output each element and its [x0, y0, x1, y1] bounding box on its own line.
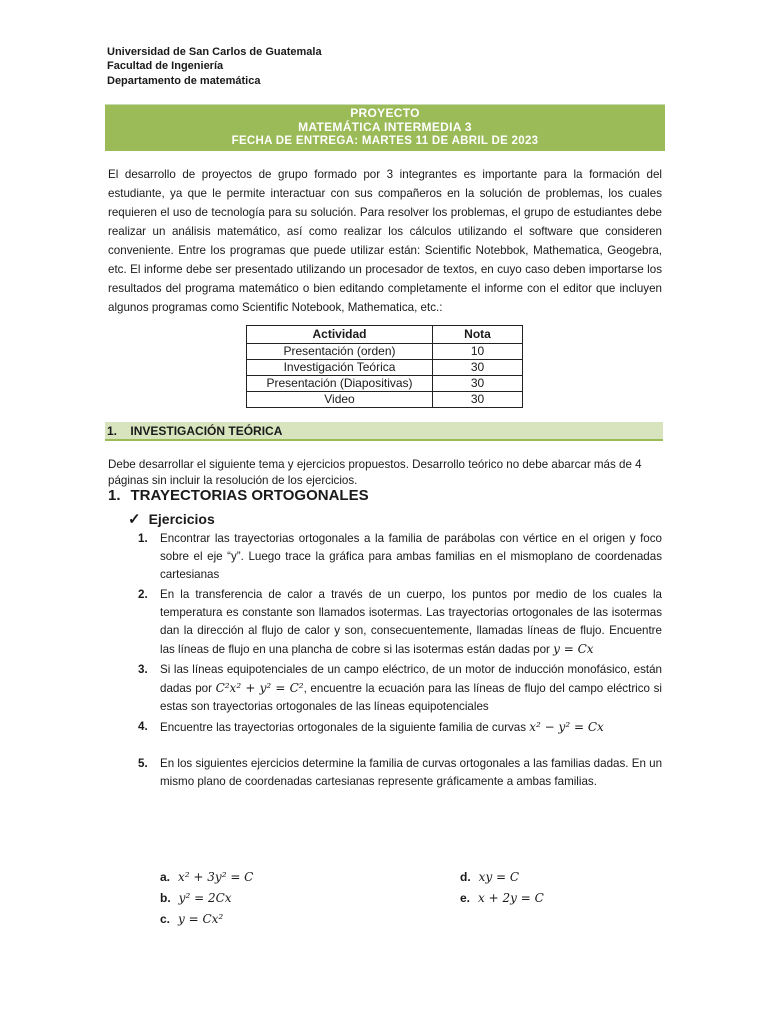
checkmark-icon: ✓: [128, 511, 141, 528]
exercise-text: Encontrar las trayectorias ortogonales a la familia de parábolas con vértice en el origen y foco sobre el eje “y”. Luego trace la gráfica para ambas familias en el mismoplano de coordenadas cartesianas: [160, 532, 662, 581]
exercise-number: 5.: [138, 757, 148, 770]
banner-title: PROYECTO: [350, 106, 420, 120]
list-item: [132, 530, 662, 584]
department-name: Departamento de matemática: [107, 75, 261, 87]
sub-exercise-label: a.: [160, 870, 171, 884]
banner-due-date: FECHA DE ENTREGA: MARTES 11 DE ABRIL DE 2023: [231, 135, 539, 147]
table-cell-activity: Video: [247, 392, 433, 408]
exercise-text: Encuentre las trayectorias ortogonales de la siguiente familia de curvas: [160, 721, 527, 734]
table-cell-grade: 30: [433, 392, 523, 408]
project-banner: [105, 104, 665, 151]
topic-number: 1.: [108, 487, 121, 504]
list-item: [132, 755, 662, 791]
table-cell-activity: Presentación (Diapositivas): [247, 376, 433, 392]
sub-exercise-label: c.: [160, 912, 171, 926]
exercise-text: En la transferencia de calor a través de un cuerpo, los puntos por medio de los cuales la temperatura es constante son llamados isotermas. Las trayectorias ortogonales de las isotermas dan la dirección al flujo de calor y son, consecuentemente, llamadas líneas de flujo. Encuentre las líneas de flujo en una plancha de cobre si las isotermas están dadas por: [160, 588, 662, 656]
table-row: [247, 376, 523, 392]
exercise-text-continued: , encuentre la ecuación para las líneas de flujo del campo eléctrico si estas son trayectorias ortogonales de las líneas equipotenciales: [160, 682, 662, 713]
table-row: [247, 344, 523, 360]
university-name: Universidad de San Carlos de Guatemala: [107, 46, 322, 58]
sub-exercise-b: [160, 889, 232, 907]
section-title: INVESTIGACIÓN TEÓRICA: [130, 424, 283, 438]
exercise-number: 1.: [138, 532, 148, 545]
exercise-number: 2.: [138, 588, 148, 601]
list-item: [132, 661, 662, 716]
sub-exercise-a: [160, 868, 253, 886]
exercise-number: 4.: [138, 720, 148, 733]
topic-heading: [108, 487, 369, 504]
exercise-equation: C²x² + y² = C²: [215, 681, 304, 695]
sub-exercise-equation: x² + 3y² = C: [178, 870, 254, 884]
sub-exercise-equation: y² = 2Cx: [178, 891, 232, 905]
exercises-heading-label: Ejercicios: [148, 511, 215, 527]
list-item: [132, 718, 662, 737]
section-description: Debe desarrollar el siguiente tema y ejercicios propuestos. Desarrollo teórico no debe abarcar más de 4 páginas sin incluir la resolución de los ejercicios.: [108, 458, 642, 487]
exercise-text: Si las líneas equipotenciales de un campo eléctrico, de un motor de inducción monofásico, están dadas por: [160, 663, 662, 695]
sub-exercise-equation: x + 2y = C: [478, 891, 544, 905]
table-cell-activity: Presentación (orden): [247, 344, 433, 360]
table-header-activity: Actividad: [247, 326, 433, 344]
banner-course: MATEMÁTICA INTERMEDIA 3: [298, 120, 472, 134]
table-cell-grade: 30: [433, 360, 523, 376]
table-row: [247, 360, 523, 376]
table-header-grade: Nota: [433, 326, 523, 344]
exercise-list: [132, 530, 662, 791]
exercise-equation: y = Cx: [553, 642, 594, 656]
exercise-text: En los siguientes ejercicios determine la familia de curvas ortogonales a las familias dadas. En un mismo plano de coordenadas cartesianas represente gráficamente a ambas familias.: [160, 757, 663, 788]
faculty-name: Facultad de Ingeniería: [107, 60, 224, 72]
sub-exercise-label: e.: [460, 891, 471, 905]
sub-exercise-label: b.: [160, 891, 171, 905]
table-header-row: [247, 326, 523, 344]
list-item: [132, 586, 662, 659]
table-cell-activity: Investigación Teórica: [247, 360, 433, 376]
topic-title: TRAYECTORIAS ORTOGONALES: [130, 487, 369, 504]
sub-exercise-c: [160, 910, 223, 928]
exercises-heading: [128, 510, 215, 528]
sub-exercise-equation: xy = C: [478, 870, 520, 884]
table-row: [247, 392, 523, 408]
grading-table: [246, 325, 523, 408]
sub-exercise-d: [460, 868, 519, 886]
intro-paragraph: El desarrollo de proyectos de grupo formado por 3 integrantes es importante para la formación del estudiante, ya que le permite interactuar con sus compañeros en la solución de problemas, los cuales requieren el uso de tecnología para su solución. Para resolver los problemas, el grupo de estudiantes debe realizar un análisis matemático, así como realizar los cálculos utilizando el software que consideren conveniente. Entre los programas que puede utilizar están: Scientific Notebbok, Mathematica, Geogebra, etc. El informe debe ser presentado utilizando un procesador de textos, en cuyo caso deben importarse los resultados del programa matemático o bien editando completamente el informe con el editor que incluyen algunos programas como Scientific Notebook, Mathematica, etc.:: [108, 168, 662, 314]
sub-exercise-e: [460, 889, 544, 907]
exercise-number: 3.: [138, 663, 148, 676]
sub-exercise-label: d.: [460, 870, 471, 884]
exercise-equation: x² − y² = Cx: [529, 720, 604, 734]
sub-exercise-equation: y = Cx²: [178, 912, 224, 926]
section-heading: [105, 422, 663, 441]
table-cell-grade: 30: [433, 376, 523, 392]
table-cell-grade: 10: [433, 344, 523, 360]
section-number: 1.: [107, 424, 118, 438]
